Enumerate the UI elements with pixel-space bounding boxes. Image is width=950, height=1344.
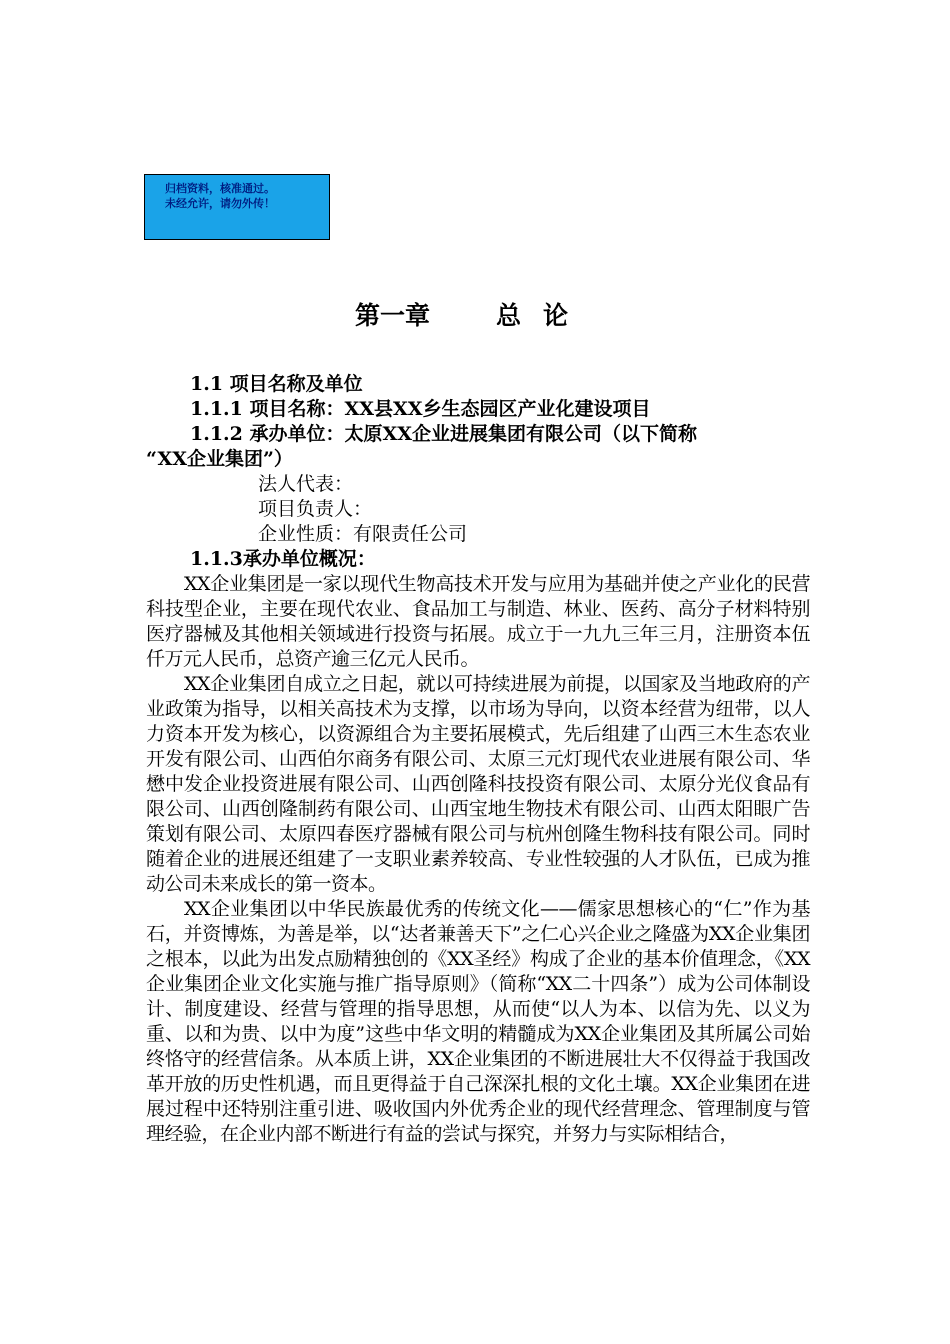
section-heading-1-1-2: 1.1.2 承办单位：太原XX企业进展集团有限公司（以下简称 xyxy=(190,423,697,445)
section-heading-1-1: 1.1 项目名称及单位 xyxy=(190,373,363,395)
paragraph-3: XX企业集团以中华民族最优秀的传统文化——儒家思想核心的“仁”作为基石，并资博炼，为善是举，以“达者兼善天下”之仁心兴企业之隆盛为XX企业集团之根本，以此为出发点励精独创的《XX圣经》构成了企业的基本价值理念，《XX企业集团企业文化实施与推广指导原则》（简称“XX二十四条”）成为公司体制设计、制度建设、经营与管理的指导思想，从而使“以人为本、以信为先、以义为重、以和为贵、以中为度”这些中华文明的精髓成为XX企业集团及其所属公司始终恪守的经营信条。从本质上讲，XX企业集团的不断进展壮大不仅得益于我国改革开放的历史性机遇，而且更得益于自己深深扎根的文化土壤。XX企业集团在进展过程中还特别注重引进、吸收国内外优秀企业的现代经营理念、管理制度与管理经验，在企业内部不断进行有益的尝试与探究，并努力与实际相结合， xyxy=(146,898,810,1145)
section-heading-1-1-2-cont: “XX企业集团”） xyxy=(146,448,293,470)
company-nature: 企业性质：有限责任公司 xyxy=(258,523,468,545)
chapter-title xyxy=(355,296,568,332)
chapter-number: 第一章 xyxy=(355,301,431,330)
section-heading-1-1-1: 1.1.1 项目名称：XX县XX乡生态园区产业化建设项目 xyxy=(190,398,651,420)
stamp-line-1: 归档资料，核准通过。 xyxy=(165,182,275,195)
archive-stamp xyxy=(144,174,330,240)
paragraph-2: XX企业集团自成立之日起，就以可持续进展为前提，以国家及当地政府的产业政策为指导，以相关高技术为支撑，以市场为导向，以资本经营为纽带，以人力资本开发为核心，以资源组合为主要拓展模式，先后组建了山西三木生态农业开发有限公司、山西伯尔商务有限公司、太原三元灯现代农业进展有限公司、华懋中发企业投资进展有限公司、山西创隆科技投资有限公司、太原分光仪食品有限公司、山西创隆制药有限公司、山西宝地生物技术有限公司、山西太阳眼广告策划有限公司、太原四春医疗器械有限公司与杭州创隆生物科技有限公司。同时随着企业的进展还组建了一支职业素养较高、专业性较强的人才队伍，已成为推动公司未来成长的第一资本。 xyxy=(146,673,810,895)
legal-representative: 法人代表： xyxy=(258,473,354,495)
document-body xyxy=(146,372,810,1147)
section-heading-1-1-3: 1.1.3承办单位概况： xyxy=(190,548,376,570)
stamp-line-2: 未经允许，请勿外传！ xyxy=(165,197,275,210)
chapter-title-char-1: 总 xyxy=(496,301,522,330)
project-lead: 项目负责人： xyxy=(258,498,373,520)
chapter-title-char-2: 论 xyxy=(543,301,569,330)
paragraph-1: XX企业集团是一家以现代生物高技术开发与应用为基础并使之产业化的民营科技型企业，主要在现代农业、食品加工与制造、林业、医药、高分子材料特别医疗器械及其他相关领域进行投资与拓展。成立于一九九三年三月，注册资本伍仟万元人民币，总资产逾三亿元人民币。 xyxy=(146,573,810,670)
